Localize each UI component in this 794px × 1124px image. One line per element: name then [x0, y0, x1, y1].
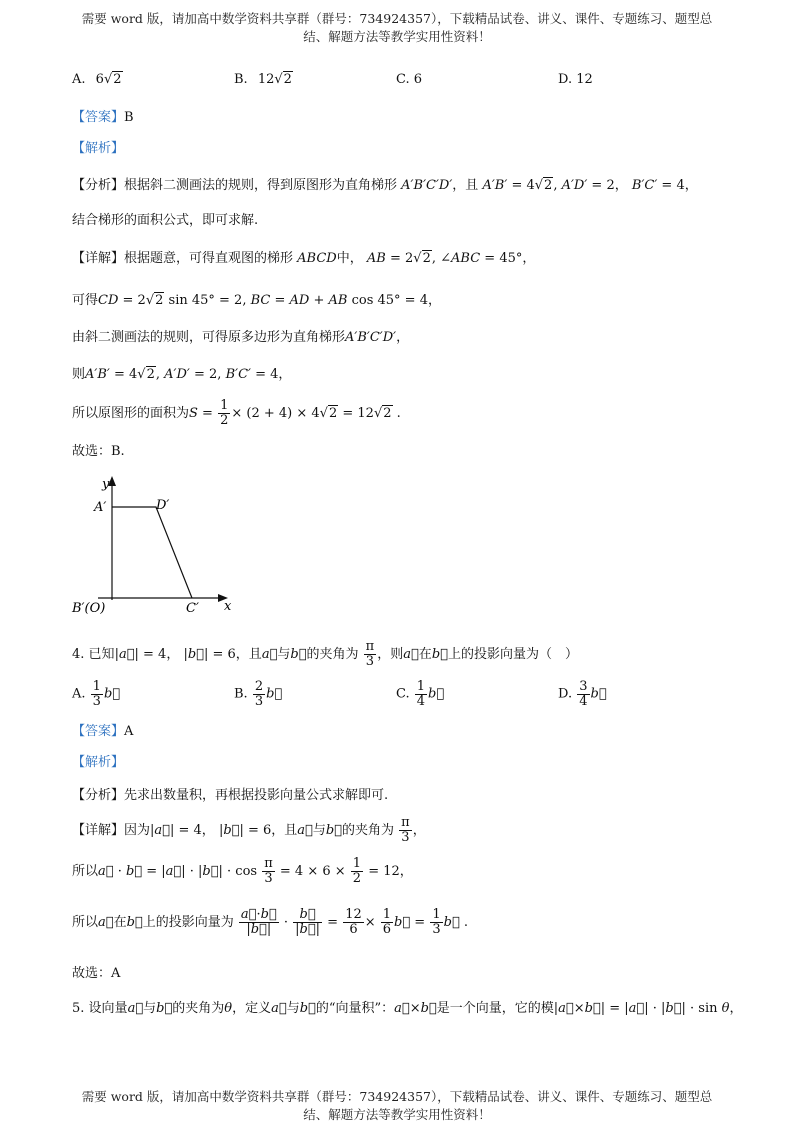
- q4-detail-line-3: 所以a⃗在b⃗上的投影向量为 $\frac{a⃗\cdot b⃗}{|b⃗|}$ · $\frac{b⃗}{|b⃗|}$ = $\frac{12}{6}$ × $\frac{1}{6}$ b⃗ = $\frac{1}{3}$ b⃗ .: [72, 907, 469, 937]
- q3-detail-line-2: 可得CD = 2√2 sin 45° = 2, BC = AD + AB cos 45° = 4，: [72, 293, 441, 308]
- q3-answer: 【答案】B: [72, 110, 134, 125]
- y-axis-label: y: [102, 477, 110, 492]
- q4-option-a: A. $\frac{1}{3}$ b⃗: [72, 679, 121, 709]
- q4-detail-line-1: 【详解】因为|a⃗| = 4， |b⃗| = 6，且a⃗与b⃗的夹角为 $\frac{\pi}{3}$ ，: [72, 815, 426, 845]
- label-d-prime: D′: [156, 498, 170, 513]
- label-c-prime: C′: [186, 601, 199, 616]
- footer-line-1: 需要 word 版，请加高中数学资料共享群（群号：734924357），下载精品试卷、讲义、课件、专题练习、题型总: [81, 1089, 713, 1104]
- q3-option-d: D. 12: [558, 72, 593, 87]
- footer-line-2: 结、解题方法等教学实用性资料！: [303, 1107, 491, 1122]
- q3-trapezoid-figure: [68, 474, 248, 620]
- trapezoid-outline: [112, 507, 192, 598]
- q4-option-b: B. $\frac{2}{3}$ b⃗: [234, 679, 283, 709]
- page-footer: [40, 1088, 754, 1124]
- q5-stem: 5. 设向量a⃗与b⃗的夹角为θ，定义a⃗与b⃗的“向量积”：a⃗×b⃗是一个向量，它的模|a⃗×b⃗| = |a⃗| · |b⃗| · sin θ，: [72, 1001, 743, 1016]
- q4-option-c: C. $\frac{1}{4}$ b⃗: [396, 679, 445, 709]
- q3-detail-line-5: 所以原图形的面积为S = $\frac{1}{2}$ × (2 + 4) × 4√2 = 12√2 .: [72, 398, 401, 428]
- q3-detail-line-1: 【详解】根据题意，可得直观图的梯形 ABCD中， AB = 2√2, ∠ABC = 45°，: [72, 251, 536, 266]
- q3-option-c: C. 6: [396, 72, 423, 87]
- q3-detail-line-3: 由斜二测画法的规则，可得原多边形为直角梯形A′B′C′D′，: [72, 330, 410, 345]
- q4-analysis-heading: 【解析】: [72, 755, 125, 770]
- q3-option-b: B. 12√2: [234, 72, 292, 87]
- label-b-prime-o: B′(O): [72, 601, 106, 616]
- q3-fenxi-line-1: 【分析】根据斜二测画法的规则，得到原图形为直角梯形 A′B′C′D′，且 A′B′ = 4√2, A′D′ = 2， B′C′ = 4，: [72, 178, 698, 193]
- page-header: [40, 10, 754, 46]
- q4-stem: 4. 已知|a⃗| = 4， |b⃗| = 6，且a⃗与b⃗的夹角为 $\frac{\pi}{3}$ ，则a⃗在b⃗上的投影向量为（ ）: [72, 639, 578, 669]
- label-a-prime: A′: [94, 500, 107, 515]
- q3-option-a: A. 6√2: [72, 72, 122, 87]
- q4-fenxi: 【分析】先求出数量积，再根据投影向量公式求解即可.: [72, 788, 389, 803]
- x-axis-label: x: [224, 599, 232, 614]
- q4-conclusion: 故选：A: [72, 966, 121, 981]
- q4-option-d: D. $\frac{3}{4}$ b⃗: [558, 679, 607, 709]
- q4-answer: 【答案】A: [72, 724, 134, 739]
- header-line-1: 需要 word 版，请加高中数学资料共享群（群号：734924357），下载精品试卷、讲义、课件、专题练习、题型总: [81, 11, 713, 26]
- q3-analysis-heading: 【解析】: [72, 141, 125, 156]
- q3-detail-line-4: 则A′B′ = 4√2, A′D′ = 2, B′C′ = 4，: [72, 367, 292, 382]
- header-line-2: 结、解题方法等教学实用性资料！: [303, 29, 491, 44]
- q3-conclusion: 故选：B.: [72, 444, 125, 459]
- q4-detail-line-2: 所以a⃗ · b⃗ = |a⃗| · |b⃗| · cos $\frac{\pi}{3}$ = 4 × 6 × $\frac{1}{2}$ = 12，: [72, 856, 413, 886]
- q3-fenxi-line-2: 结合梯形的面积公式，即可求解.: [72, 213, 259, 228]
